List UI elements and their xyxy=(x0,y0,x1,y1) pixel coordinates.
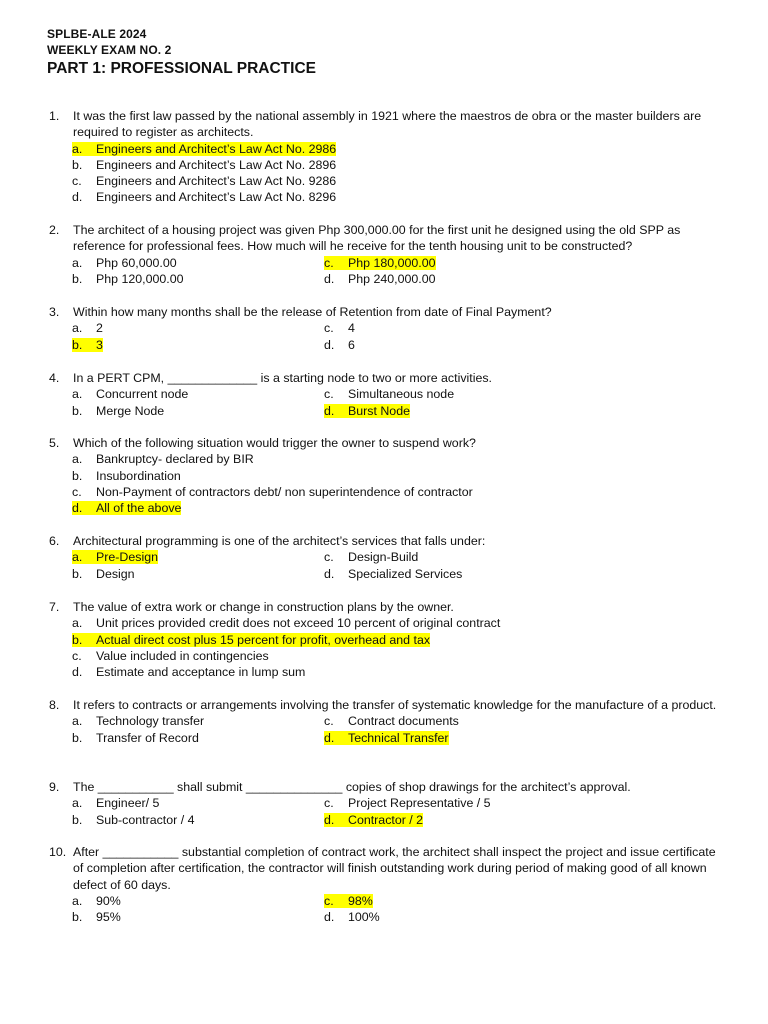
question-10 xyxy=(0,844,768,925)
question-text: Within how many months shall be the release of Retention from date of Final Payment? xyxy=(73,305,552,319)
option-text: 3 xyxy=(96,337,103,352)
option-c xyxy=(324,320,355,336)
question-number: 10. xyxy=(49,845,67,859)
answer-highlight xyxy=(72,338,103,352)
option-letter: d. xyxy=(324,337,335,352)
option-letter: c. xyxy=(324,714,334,729)
option-c xyxy=(324,795,491,811)
options-row xyxy=(72,566,712,582)
question-number: 9. xyxy=(49,780,60,794)
option-text: Php 180,000.00 xyxy=(348,255,436,270)
option-d xyxy=(324,812,423,828)
options-row xyxy=(72,812,712,828)
option-d xyxy=(324,337,355,353)
option-text: 100% xyxy=(348,910,380,925)
answer-highlight xyxy=(324,813,423,827)
answer-highlight xyxy=(324,404,410,418)
option-letter: b. xyxy=(72,910,83,925)
option-letter: a. xyxy=(72,387,83,402)
option-letter: d. xyxy=(324,566,335,581)
option-letter: b. xyxy=(72,730,83,745)
question-number: 2. xyxy=(49,223,60,237)
option-c xyxy=(72,173,712,189)
option-letter: b. xyxy=(72,812,83,827)
question-9 xyxy=(0,779,768,828)
question-4 xyxy=(0,370,768,419)
question-2 xyxy=(0,222,768,287)
option-b xyxy=(72,337,103,353)
options-row xyxy=(72,549,712,565)
option-letter: c. xyxy=(324,255,334,270)
question-text: Architectural programming is one of the architect’s services that falls under: xyxy=(73,534,486,548)
option-letter: c. xyxy=(324,893,334,908)
question-number: 4. xyxy=(49,371,60,385)
question-text: After ___________ substantial completion of contract work, the architect shall inspect the project and issue certificate of completion after certification, the contractor will finish outstanding work during period of making good of all known defect of 60 days. xyxy=(73,845,716,892)
question-number: 6. xyxy=(49,534,60,548)
option-text: Unit prices provided credit does not exceed 10 percent of original contract xyxy=(96,616,501,631)
question-5 xyxy=(0,435,768,516)
option-letter: d. xyxy=(72,501,83,516)
option-c xyxy=(72,484,712,500)
option-text: Burst Node xyxy=(348,403,410,418)
question-text: The value of extra work or change in construction plans by the owner. xyxy=(73,600,454,614)
option-letter: b. xyxy=(72,157,83,172)
option-letter: c. xyxy=(324,550,334,565)
option-text: Actual direct cost plus 15 percent for profit, overhead and tax xyxy=(96,632,431,647)
option-d xyxy=(324,566,462,582)
options-row xyxy=(72,403,712,419)
option-letter: c. xyxy=(324,387,334,402)
option-text: Value included in contingencies xyxy=(96,648,269,663)
option-b xyxy=(72,730,199,746)
option-text: Simultaneous node xyxy=(348,387,455,402)
option-b xyxy=(72,812,194,828)
option-letter: a. xyxy=(72,141,83,156)
option-text: Merge Node xyxy=(96,403,165,418)
option-c xyxy=(324,713,459,729)
option-b xyxy=(72,468,712,484)
question-text: It refers to contracts or arrangements involving the transfer of systematic knowledge for the manufacture of a product. xyxy=(73,698,717,712)
answer-highlight xyxy=(72,633,430,647)
answer-highlight xyxy=(324,894,373,908)
answer-highlight xyxy=(324,731,449,745)
options-row xyxy=(72,337,712,353)
question-text: Which of the following situation would trigger the owner to suspend work? xyxy=(73,436,476,450)
option-letter: c. xyxy=(324,796,334,811)
option-letter: a. xyxy=(72,714,83,729)
option-a xyxy=(72,893,121,909)
option-letter: b. xyxy=(72,271,83,286)
exam-number: WEEKLY EXAM NO. 2 xyxy=(47,43,172,57)
option-c xyxy=(324,549,418,565)
option-text: Concurrent node xyxy=(96,387,189,402)
option-letter: d. xyxy=(324,271,335,286)
option-d xyxy=(72,664,712,680)
option-a xyxy=(72,713,204,729)
question-number: 3. xyxy=(49,305,60,319)
option-a xyxy=(72,795,159,811)
option-letter: b. xyxy=(72,337,83,352)
question-number: 1. xyxy=(49,109,60,123)
option-text: Engineer/ 5 xyxy=(96,796,160,811)
option-letter: d. xyxy=(72,665,83,680)
option-text: Contractor / 2 xyxy=(348,812,424,827)
options-row xyxy=(72,730,712,746)
option-text: 95% xyxy=(96,910,121,925)
option-letter: d. xyxy=(324,910,335,925)
option-b xyxy=(72,271,184,287)
option-b xyxy=(72,403,164,419)
option-text: Technical Transfer xyxy=(348,730,449,745)
option-text: Php 120,000.00 xyxy=(96,271,184,286)
option-a xyxy=(72,451,712,467)
option-text: Engineers and Architect’s Law Act No. 8296 xyxy=(96,190,337,205)
question-text: In a PERT CPM, _____________ is a starting node to two or more activities. xyxy=(73,371,492,385)
exam-code: SPLBE-ALE 2024 xyxy=(47,27,147,41)
part-title: PART 1: PROFESSIONAL PRACTICE xyxy=(47,60,316,77)
option-letter: a. xyxy=(72,255,83,270)
option-text: Engineers and Architect’s Law Act No. 9286 xyxy=(96,174,337,189)
option-d xyxy=(72,500,712,516)
option-text: Contract documents xyxy=(348,714,459,729)
option-letter: c. xyxy=(324,321,334,336)
option-letter: a. xyxy=(72,616,83,631)
option-text: All of the above xyxy=(96,501,182,516)
option-a xyxy=(72,386,188,402)
option-text: Estimate and acceptance in lump sum xyxy=(96,665,306,680)
options-row xyxy=(72,713,712,729)
options-row xyxy=(72,386,712,402)
option-text: 6 xyxy=(348,337,355,352)
option-b xyxy=(72,157,712,173)
option-d xyxy=(72,189,712,205)
answer-highlight xyxy=(72,550,158,564)
option-a xyxy=(72,141,712,157)
option-letter: a. xyxy=(72,321,83,336)
option-text: Sub-contractor / 4 xyxy=(96,812,195,827)
option-text: Design-Build xyxy=(348,550,419,565)
option-text: Pre-Design xyxy=(96,550,158,565)
option-letter: c. xyxy=(72,484,82,499)
option-text: Design xyxy=(96,566,135,581)
question-text: The ___________ shall submit ______________ copies of shop drawings for the architect’s approval. xyxy=(73,780,631,794)
option-c xyxy=(324,255,436,271)
option-text: 98% xyxy=(348,893,373,908)
option-text: Transfer of Record xyxy=(96,730,199,745)
option-letter: d. xyxy=(324,812,335,827)
question-text: The architect of a housing project was given Php 300,000.00 for the first unit he designed using the old SPP as reference for professional fees. How much will he receive for the tenth housing unit to be constructed? xyxy=(73,223,681,254)
option-text: 4 xyxy=(348,321,355,336)
option-d xyxy=(324,730,449,746)
option-d xyxy=(324,271,436,287)
option-letter: a. xyxy=(72,893,83,908)
option-text: Technology transfer xyxy=(96,714,205,729)
option-letter: d. xyxy=(324,730,335,745)
question-8 xyxy=(0,697,768,746)
question-number: 8. xyxy=(49,698,60,712)
option-text: Insubordination xyxy=(96,468,181,483)
question-text: It was the first law passed by the national assembly in 1921 where the maestros de obra or the master builders are required to register as architects. xyxy=(73,109,702,140)
option-letter: a. xyxy=(72,550,83,565)
question-7 xyxy=(0,599,768,680)
option-d xyxy=(324,403,410,419)
option-text: Non-Payment of contractors debt/ non superintendence of contractor xyxy=(96,484,473,499)
option-text: 90% xyxy=(96,893,121,908)
option-a xyxy=(72,615,712,631)
option-text: Specialized Services xyxy=(348,566,463,581)
option-letter: a. xyxy=(72,452,83,467)
option-letter: b. xyxy=(72,632,83,647)
option-text: 2 xyxy=(96,321,103,336)
question-1 xyxy=(0,108,768,206)
option-letter: c. xyxy=(72,648,82,663)
option-text: Engineers and Architect’s Law Act No. 2896 xyxy=(96,157,337,172)
options-row xyxy=(72,320,712,336)
option-text: Engineers and Architect’s Law Act No. 2986 xyxy=(96,141,337,156)
option-c xyxy=(324,893,373,909)
option-a xyxy=(72,255,177,271)
options-row xyxy=(72,909,712,925)
option-letter: d. xyxy=(72,190,83,205)
option-a xyxy=(72,549,158,565)
option-text: Php 60,000.00 xyxy=(96,255,177,270)
options-row xyxy=(72,271,712,287)
option-b xyxy=(72,566,135,582)
answer-highlight xyxy=(72,142,336,156)
option-c xyxy=(324,386,454,402)
option-a xyxy=(72,320,103,336)
option-text: Bankruptcy- declared by BIR xyxy=(96,452,254,467)
option-letter: d. xyxy=(324,403,335,418)
options-row xyxy=(72,795,712,811)
question-number: 5. xyxy=(49,436,60,450)
question-6 xyxy=(0,533,768,582)
option-text: Project Representative / 5 xyxy=(348,796,491,811)
option-c xyxy=(72,648,712,664)
option-letter: a. xyxy=(72,796,83,811)
question-number: 7. xyxy=(49,600,60,614)
option-letter: b. xyxy=(72,566,83,581)
option-letter: b. xyxy=(72,468,83,483)
option-text: Php 240,000.00 xyxy=(348,271,436,286)
option-letter: c. xyxy=(72,174,82,189)
option-d xyxy=(324,909,380,925)
option-letter: b. xyxy=(72,403,83,418)
answer-highlight xyxy=(324,256,436,270)
option-b xyxy=(72,909,121,925)
option-b xyxy=(72,632,712,648)
options-row xyxy=(72,893,712,909)
options-row xyxy=(72,255,712,271)
answer-highlight xyxy=(72,501,181,515)
question-3 xyxy=(0,304,768,353)
